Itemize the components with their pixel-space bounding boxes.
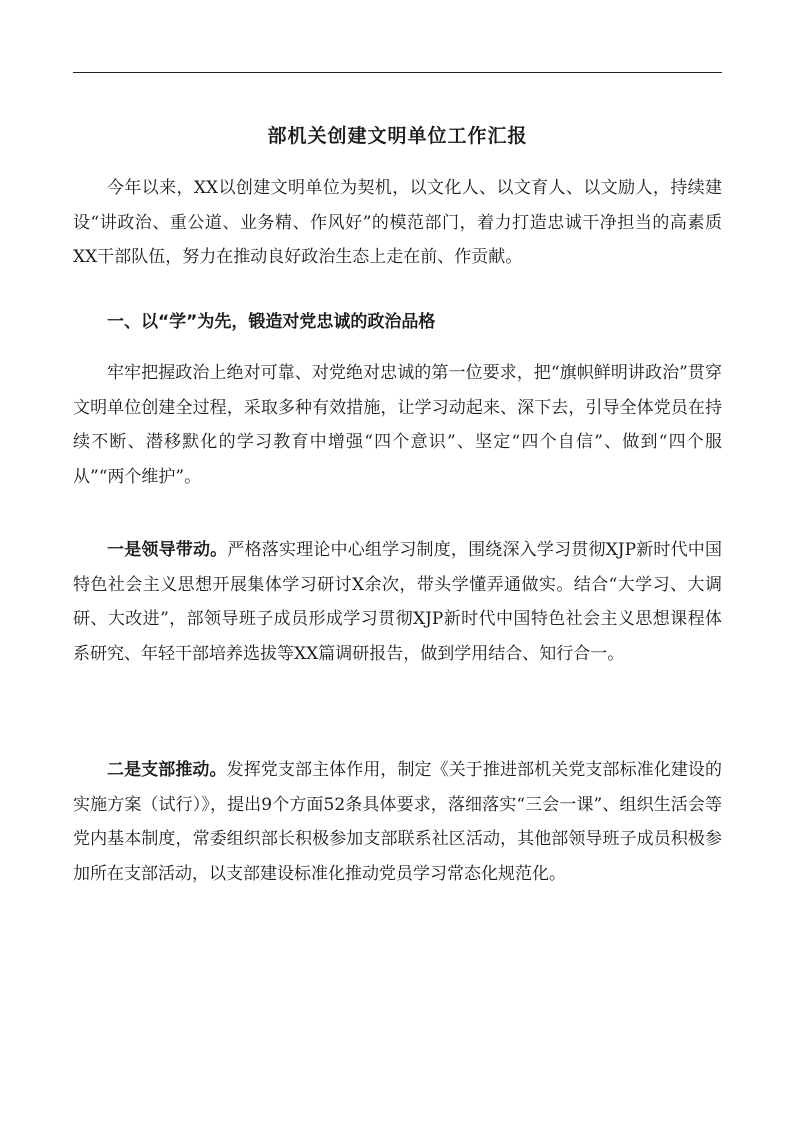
section-heading-1: 一、以“学”为先，锻造对党忠诚的政治品格 [107,312,436,332]
section-1-paragraph: 牢牢把握政治上绝对可靠、对党绝对忠诚的第一位要求，把“旗帜鲜明讲政治”贯穿文明单位创建全过程，采取多种有效措施，让学习动起来、深下去，引导全体党员在持续不断、潜移默化的学习教育中增强“四个意识”、坚定“四个自信”、做到“四个服从”“两个维护”。 [73,363,722,487]
leadership-paragraph [73,533,722,671]
document-title: 部机关创建文明单位工作汇报 [267,125,528,147]
header-divider [73,72,722,73]
branch-paragraph [73,753,722,891]
branch-lead: 二是支部推动。 [107,760,227,780]
leadership-text: 严格落实理论中心组学习制度，围绕深入学习贯彻XJP新时代中国特色社会主义思想开展集体学习研讨X余次，带头学懂弄通做实。结合“大学习、大调研、大改进”，部领导班子成员形成学习贯彻XJP新时代中国特色社会主义思想课程体系研究、年轻干部培养选拔等XX篇调研报告，做到学用结合、知行合一。 [73,540,723,664]
intro-paragraph: 今年以来，XX以创建文明单位为契机，以文化人、以文育人、以文励人，持续建设“讲政治、重公道、业务精、作风好”的模范部门，着力打造忠诚干净担当的高素质XX干部队伍，努力在推动良好政治生态上走在前、作贡献。 [73,178,722,267]
leadership-lead: 一是领导带动。 [107,540,228,560]
branch-text: 发挥党支部主体作用，制定《关于推进部机关党支部标准化建设的实施方案（试行）》，提出9个方面52条具体要求，落细落实“三会一课”、组织生活会等党内基本制度，常委组织部长积极参加支部联系社区活动，其他部领导班子成员积极参加所在支部活动，以支部建设标准化推动党员学习常态化规范化。 [73,760,723,884]
